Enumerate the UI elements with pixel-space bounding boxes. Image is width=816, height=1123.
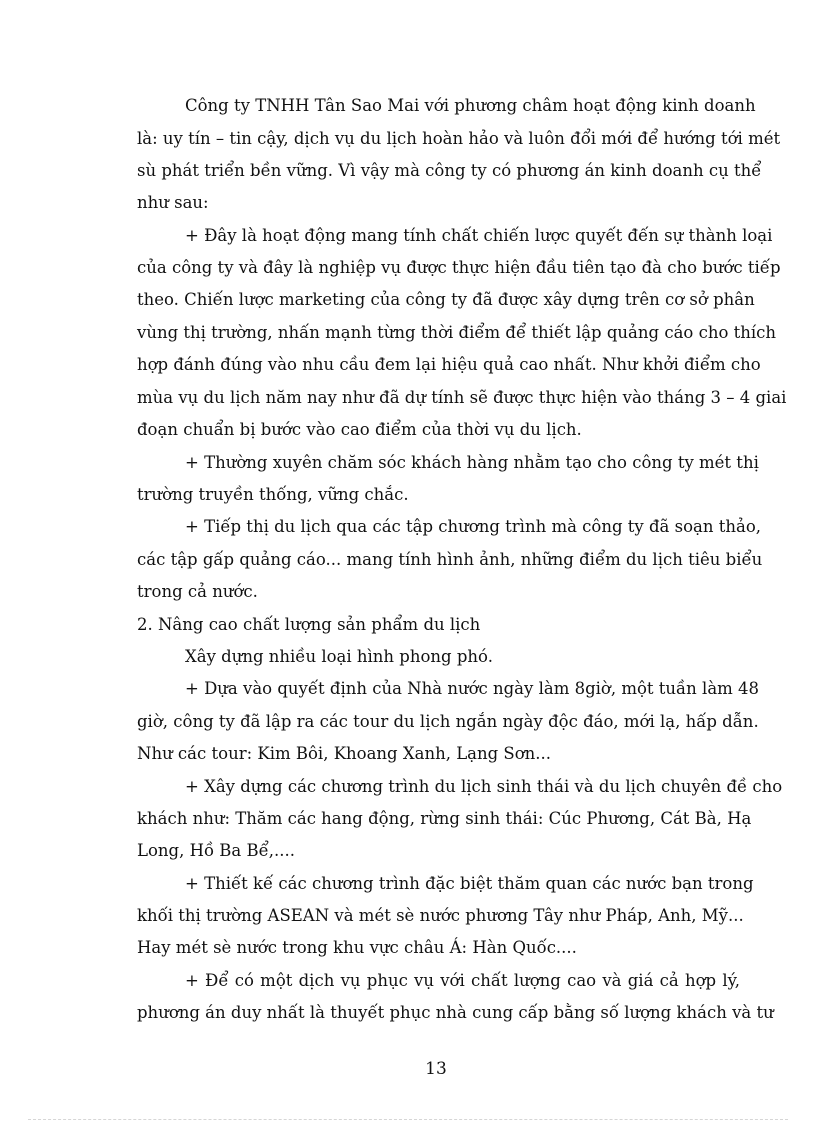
- text-line: đoạn chuẩn bị bước vào cao điểm của thời vụ du lịch.: [137, 420, 582, 439]
- text-line: trường truyền thống, vững chắc.: [137, 485, 409, 504]
- text-line: theo. Chiến lược marketing của công ty đã được xây dựng trên cơ sở phân: [137, 290, 755, 309]
- text-line: của công ty và đây là nghiệp vụ được thực hiện đầu tiên tạo đà cho bước tiếp: [137, 258, 781, 277]
- text-line: + Để có một dịch vụ phục vụ với chất lượng cao và giá cả hợp lý,: [185, 971, 740, 990]
- text-line: Như các tour: Kim Bôi, Khoang Xanh, Lạng Sơn...: [137, 744, 552, 763]
- text-line: giờ, công ty đã lập ra các tour du lịch ngắn ngày độc đáo, mới lạ, hấp dẫn.: [137, 712, 759, 731]
- text-line: phương án duy nhất là thuyết phục nhà cung cấp bằng số lượng khách và tư: [137, 1003, 774, 1022]
- text-line: vùng thị trường, nhấn mạnh từng thời điểm để thiết lập quảng cáo cho thích: [137, 323, 777, 342]
- text-line: là: uy tín – tin cậy, dịch vụ du lịch hoàn hảo và luôn đổi mới để hướng tới mét: [137, 129, 781, 148]
- text-line: trong cả nước.: [137, 582, 258, 601]
- text-line: như sau:: [137, 193, 209, 212]
- text-line: Xây dựng nhiều loại hình phong phó.: [185, 647, 493, 666]
- page-bottom-border: [28, 1119, 788, 1120]
- section-heading: 2. Nâng cao chất lượng sản phẩm du lịch: [137, 615, 481, 634]
- text-line: + Tiếp thị du lịch qua các tập chương trình mà công ty đã soạn thảo,: [185, 517, 762, 536]
- text-line: Hay mét sè nước trong khu vực châu Á: Hàn Quốc....: [137, 938, 577, 957]
- text-line: + Dựa vào quyết định của Nhà nước ngày làm 8giờ, một tuần làm 48: [185, 679, 760, 698]
- text-line: + Thiết kế các chương trình đặc biệt thăm quan các nước bạn trong: [185, 874, 754, 893]
- text-line: sù phát triển bền vững. Vì vậy mà công ty có phương án kinh doanh cụ thể: [137, 161, 762, 180]
- text-line: hợp đánh đúng vào nhu cầu đem lại hiệu quả cao nhất. Như khởi điểm cho: [137, 355, 761, 374]
- text-line: Long, Hồ Ba Bể,....: [137, 841, 296, 860]
- text-line: + Xây dựng các chương trình du lịch sinh thái và du lịch chuyên đề cho: [185, 777, 783, 796]
- page-number: 13: [425, 1059, 447, 1079]
- text-line: + Thường xuyên chăm sóc khách hàng nhằm tạo cho công ty mét thị: [185, 453, 759, 472]
- text-line: + Đây là hoạt động mang tính chất chiến lược quyết đến sự thành loại: [185, 226, 773, 245]
- text-line: mùa vụ du lịch năm nay như đã dự tính sẽ được thực hiện vào tháng 3 – 4 giai: [137, 388, 787, 407]
- text-line: các tập gấp quảng cáo... mang tính hình ảnh, những điểm du lịch tiêu biểu: [137, 550, 763, 569]
- text-line: khối thị trường ASEAN và mét sè nước phương Tây như Pháp, Anh, Mỹ...: [137, 906, 744, 925]
- text-line: khách như: Thăm các hang động, rừng sinh thái: Cúc Phương, Cát Bà, Hạ: [137, 809, 752, 828]
- text-line: Công ty TNHH Tân Sao Mai với phương châm hoạt động kinh doanh: [185, 96, 756, 115]
